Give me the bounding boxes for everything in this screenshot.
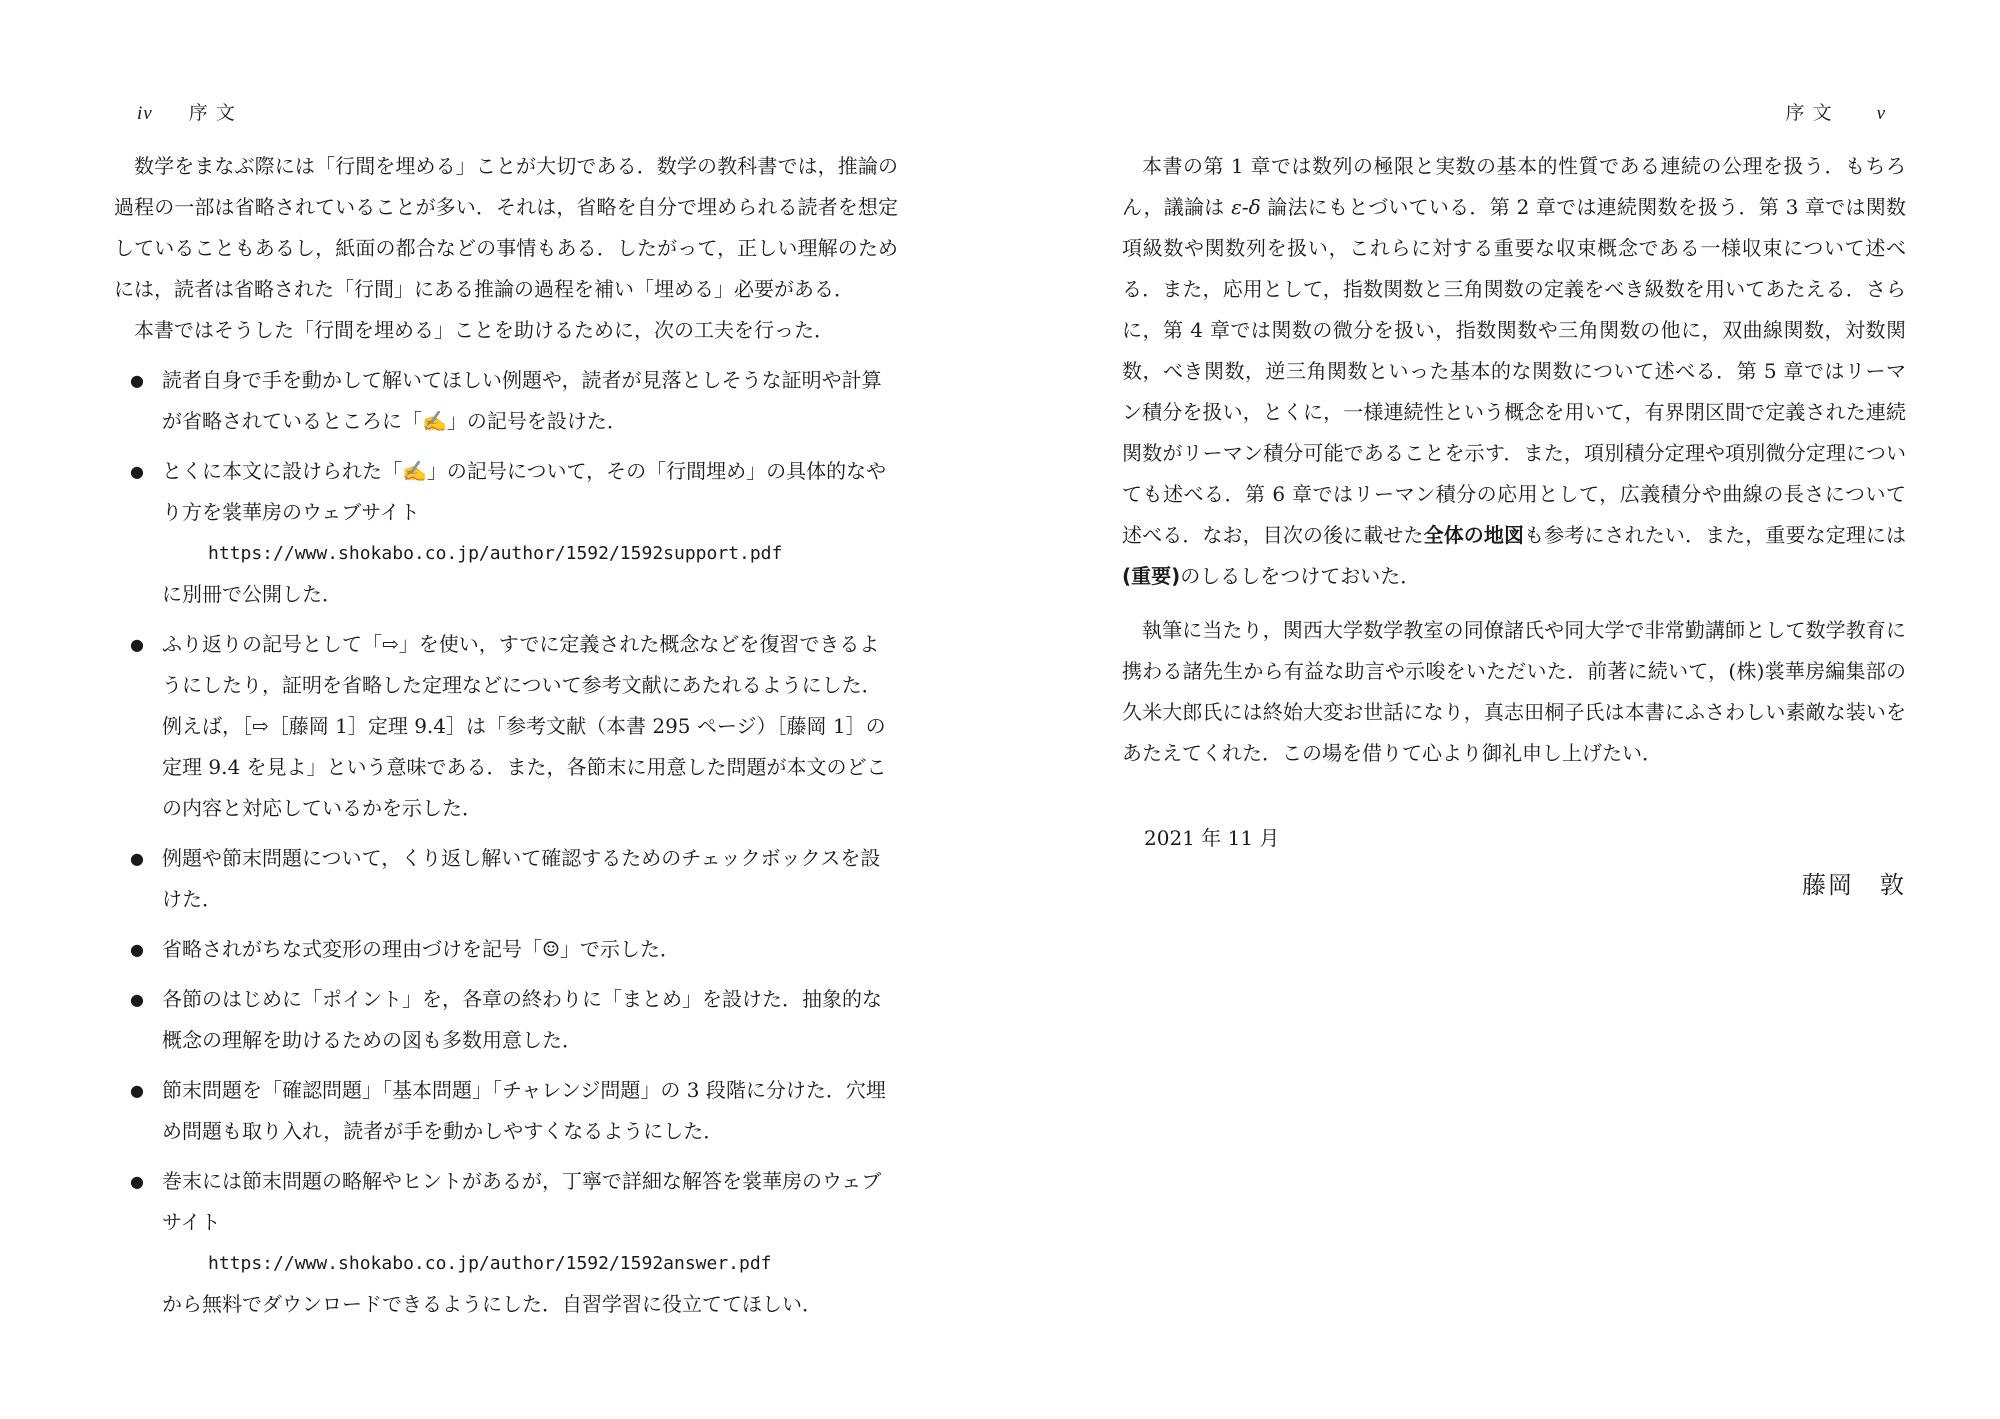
list-item-text: 各節のはじめに「ポイント」を，各章の終わりに「まとめ」を設けた．抽象的な概念の理解を助けるための図も多数用意した． xyxy=(162,987,882,1052)
lead-paragraph: 本書ではそうした「行間を埋める」ことを助けるために，次の工夫を行った． xyxy=(134,318,834,342)
section-title: 序 文 xyxy=(1785,102,1833,124)
list-item-tail: から無料でダウンロードできるようにした．自習学習に役立ててほしい． xyxy=(162,1292,822,1316)
list-item-text: ふり返りの記号として「⇨」を使い，すでに定義された概念などを復習できるようにしたり，証明を省略した定理などについて参考文献にあたれるようにした．例えば，［⇨［藤岡 1］定理 9.4］は「参考文献（本書 295 ページ）［藤岡 1］の定理 9.4 を見よ」という意味である．また，各節末に用意した問題が本文のどこの内容と対応しているかを示した． xyxy=(162,632,887,820)
bullet-icon: ● xyxy=(130,1081,144,1100)
epsilon-delta-math: ε-δ xyxy=(1231,195,1261,219)
author-name: 藤岡 敦 xyxy=(1802,871,1906,899)
right-page-header xyxy=(1786,98,1886,125)
bullet-icon: ● xyxy=(130,940,144,959)
text-run: 論法にもとづいている．第 2 章では連続関数を扱う．第 3 章では関数項級数や関数列を扱い，これらに対する重要な収束概念である一様収束について述べる．また，応用として，指数関数と三角関数の定義をべき級数を用いてあたえる．さらに，第 4 章では関数の微分を扱い，指数関数や三角関数の他に，双曲線関数，対数関数，べき関数，逆三角関数といった基本的な関数について述べる．第 5 章ではリーマン積分を扱い，とくに，一様連続性という概念を用いて，有界閉区間で定義された連続関数がリーマン積分可能であることを示す．また，項別積分定理や項別微分定理についても述べる．第 6 章ではリーマン積分の応用として，広義積分や曲線の長さについて述べる．なお，目次の後に載せた xyxy=(1122,195,1906,547)
important-mark: (重要) xyxy=(1122,564,1181,588)
feature-list xyxy=(114,360,898,1325)
list-item xyxy=(114,979,898,1061)
list-item-text: 巻末には節末問題の略解やヒントがあるが，丁寧で詳細な解答を裳華房のウェブサイト xyxy=(162,1169,882,1234)
list-item xyxy=(114,929,898,970)
bullet-icon: ● xyxy=(130,371,144,390)
list-item-tail: に別冊で公開した． xyxy=(162,582,342,606)
paragraph-gap xyxy=(1122,597,1906,610)
thanks-paragraph: 執筆に当たり，関西大学数学教室の同僚諸氏や同大学で非常勤講師として数学教育に携わる諸先生から有益な助言や示唆をいただいた．前著に続いて，(株)裳華房編集部の久米大郎氏には終始大変お世話になり，真志田桐子氏は本書にふさわしい素敵な装いをあたえてくれた．この場を借りて心より御礼申し上げたい． xyxy=(1122,618,1906,765)
page-number: v xyxy=(1876,103,1886,124)
text-run: 本書の第 1 章では数列の極限と実数の基本的性質である連続の公理を扱う．もちろん，議論は xyxy=(1122,154,1906,219)
date: 2021 年 11 月 xyxy=(1144,826,1280,850)
overall-map-emphasis: 全体の地図 xyxy=(1423,523,1525,547)
bullet-icon: ● xyxy=(130,849,144,868)
answer-url-link[interactable]: https://www.shokabo.co.jp/author/1592/1592answer.pdf xyxy=(208,1253,772,1274)
page-number: iv xyxy=(137,103,153,124)
intro-paragraph: 数学をまなぶ際には「行間を埋める」ことが大切である．数学の教科書では，推論の過程の一部は省略されていることが多い．それは，省略を自分で埋められる読者を想定していることもあるし，紙面の都合などの事情もある．したがって，正しい理解のためには，読者は省略された「行間」にある推論の過程を補い「埋める」必要がある． xyxy=(114,154,898,301)
list-item-text: とくに本文に設けられた「✍」の記号について，その「行間埋め」の具体的なやり方を裳華房のウェブサイト xyxy=(162,459,887,524)
list-item xyxy=(114,624,898,829)
text-run: も参考にされたい．また，重要な定理には xyxy=(1524,523,1907,547)
left-page-header xyxy=(137,98,236,125)
right-page-body xyxy=(1122,146,1906,906)
chapters-paragraph xyxy=(1122,146,1906,597)
list-item xyxy=(114,1161,898,1325)
list-item xyxy=(114,838,898,920)
list-item-text: 節末問題を「確認問題」「基本問題」「チャレンジ問題」の 3 段階に分けた．穴埋め問題も取り入れ，読者が手を動かしやすくなるようにした． xyxy=(162,1078,886,1143)
support-url-link[interactable]: https://www.shokabo.co.jp/author/1592/1592support.pdf xyxy=(208,543,783,564)
list-item-text: 読者自身で手を動かして解いてほしい例題や，読者が見落としそうな証明や計算が省略されているところに「✍」の記号を設けた． xyxy=(162,368,882,433)
bullet-icon: ● xyxy=(130,1172,144,1191)
right-page xyxy=(1000,0,2000,1419)
bullet-icon: ● xyxy=(130,990,144,1009)
bullet-icon: ● xyxy=(130,635,144,654)
left-page-body xyxy=(114,146,898,1325)
list-item-text: 例題や節末問題について，くり返し解いて確認するためのチェックボックスを設けた． xyxy=(162,846,881,911)
text-run: のしるしをつけておいた． xyxy=(1180,564,1421,588)
list-item xyxy=(114,451,898,615)
section-title: 序 文 xyxy=(188,102,236,124)
list-item xyxy=(114,360,898,442)
list-item-text: 省略されがちな式変形の理由づけを記号「☺」で示した． xyxy=(162,937,680,961)
list-item xyxy=(114,1070,898,1152)
bullet-icon: ● xyxy=(130,462,144,481)
